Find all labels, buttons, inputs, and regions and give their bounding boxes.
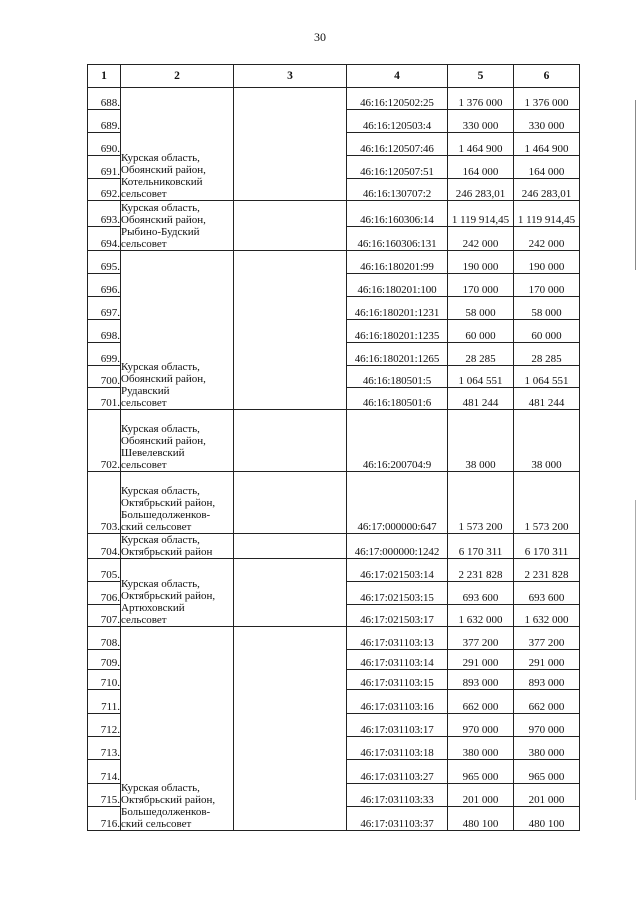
region-text-line: Рудавский [121, 385, 170, 397]
header-cell: 4 [347, 65, 448, 88]
row-number: 704. [88, 534, 121, 559]
cadastral-number: 46:16:160306:131 [347, 227, 448, 251]
column-3-cell [234, 534, 347, 559]
value-column-6: 38 000 [514, 410, 580, 472]
region-text-line: Обоянский район, [121, 435, 206, 447]
cadastral-number: 46:16:180201:99 [347, 251, 448, 274]
table-row [88, 559, 580, 582]
cadastral-number: 46:17:031103:16 [347, 690, 448, 714]
row-number: 698. [88, 320, 121, 343]
cadastral-number: 46:16:180501:5 [347, 366, 448, 388]
cadastral-number: 46:17:031103:17 [347, 714, 448, 737]
value-column-6: 190 000 [514, 251, 580, 274]
cadastral-number: 46:17:031103:27 [347, 760, 448, 784]
value-column-6: 380 000 [514, 737, 580, 760]
region-text-line: Большедолженков- [121, 806, 211, 818]
table-row [88, 201, 580, 227]
cadastral-number: 46:17:031103:13 [347, 627, 448, 650]
row-number: 693. [88, 201, 121, 227]
row-number: 690. [88, 133, 121, 156]
cadastral-number: 46:16:180201:1231 [347, 297, 448, 320]
scan-edge-line [635, 500, 636, 800]
cadastral-number: 46:16:180501:6 [347, 388, 448, 410]
column-3-cell [234, 472, 347, 534]
value-column-5: 242 000 [448, 227, 514, 251]
value-column-5: 170 000 [448, 274, 514, 297]
value-column-5: 1 064 551 [448, 366, 514, 388]
land-parcels-table [87, 64, 580, 831]
value-column-6: 164 000 [514, 156, 580, 179]
value-column-6: 58 000 [514, 297, 580, 320]
region-cell [121, 472, 234, 534]
cadastral-number: 46:17:031103:33 [347, 784, 448, 807]
value-column-5: 28 285 [448, 343, 514, 366]
cadastral-number: 46:17:000000:1242 [347, 534, 448, 559]
header-cell: 3 [234, 65, 347, 88]
value-column-6: 242 000 [514, 227, 580, 251]
column-3-cell [234, 559, 347, 627]
row-number: 706. [88, 582, 121, 605]
region-cell [121, 559, 234, 627]
region-cell [121, 201, 234, 251]
row-number: 702. [88, 410, 121, 472]
value-column-6: 170 000 [514, 274, 580, 297]
value-column-5: 481 244 [448, 388, 514, 410]
cadastral-number: 46:17:021503:17 [347, 605, 448, 627]
region-text-line: Обоянский район, [121, 214, 206, 226]
value-column-6: 60 000 [514, 320, 580, 343]
value-column-5: 246 283,01 [448, 179, 514, 201]
value-column-5: 190 000 [448, 251, 514, 274]
value-column-6: 970 000 [514, 714, 580, 737]
row-number: 694. [88, 227, 121, 251]
value-column-6: 1 064 551 [514, 366, 580, 388]
region-text-line: Курская область, [121, 202, 200, 214]
cadastral-number: 46:16:200704:9 [347, 410, 448, 472]
table-row [88, 410, 580, 472]
region-text-line: ский сельсовет [121, 521, 192, 533]
table-row [88, 88, 580, 110]
cadastral-number: 46:16:180201:100 [347, 274, 448, 297]
value-column-6: 480 100 [514, 807, 580, 831]
region-text-line: Октябрьский район, [121, 590, 216, 602]
cadastral-number: 46:16:120507:46 [347, 133, 448, 156]
value-column-5: 2 231 828 [448, 559, 514, 582]
column-3-cell [234, 201, 347, 251]
column-3-cell [234, 410, 347, 472]
value-column-5: 970 000 [448, 714, 514, 737]
header-cell: 6 [514, 65, 580, 88]
value-column-5: 58 000 [448, 297, 514, 320]
value-column-6: 1 464 900 [514, 133, 580, 156]
table-row [88, 472, 580, 534]
region-cell [121, 627, 234, 831]
row-number: 696. [88, 274, 121, 297]
row-number: 689. [88, 110, 121, 133]
value-column-5: 662 000 [448, 690, 514, 714]
value-column-5: 164 000 [448, 156, 514, 179]
region-text-line: Курская область, [121, 782, 200, 794]
region-text-line: сельсовет [121, 459, 167, 471]
value-column-6: 693 600 [514, 582, 580, 605]
value-column-6: 965 000 [514, 760, 580, 784]
region-cell [121, 410, 234, 472]
row-number: 692. [88, 179, 121, 201]
value-column-6: 28 285 [514, 343, 580, 366]
cadastral-number: 46:16:180201:1235 [347, 320, 448, 343]
column-3-cell [234, 88, 347, 201]
cadastral-number: 46:16:120502:25 [347, 88, 448, 110]
cadastral-number: 46:17:021503:14 [347, 559, 448, 582]
region-text-line: Курская область, [121, 485, 200, 497]
value-column-6: 291 000 [514, 650, 580, 670]
region-text-line: ский сельсовет [121, 818, 192, 830]
row-number: 713. [88, 737, 121, 760]
value-column-6: 662 000 [514, 690, 580, 714]
value-column-5: 965 000 [448, 760, 514, 784]
region-text-line: Курская область, [121, 423, 200, 435]
column-3-cell [234, 251, 347, 410]
row-number: 699. [88, 343, 121, 366]
region-text-line: Курская область, [121, 578, 200, 590]
row-number: 714. [88, 760, 121, 784]
header-cell: 5 [448, 65, 514, 88]
value-column-5: 6 170 311 [448, 534, 514, 559]
value-column-6: 246 283,01 [514, 179, 580, 201]
value-column-6: 1 376 000 [514, 88, 580, 110]
value-column-5: 893 000 [448, 670, 514, 690]
row-number: 695. [88, 251, 121, 274]
region-text-line: Шевелевский [121, 447, 185, 459]
cadastral-number: 46:16:160306:14 [347, 201, 448, 227]
row-number: 701. [88, 388, 121, 410]
value-column-5: 1 632 000 [448, 605, 514, 627]
table-header-row [88, 65, 580, 88]
value-column-5: 480 100 [448, 807, 514, 831]
cadastral-number: 46:17:000000:647 [347, 472, 448, 534]
value-column-5: 60 000 [448, 320, 514, 343]
value-column-5: 1 119 914,45 [448, 201, 514, 227]
row-number: 708. [88, 627, 121, 650]
region-cell [121, 88, 234, 201]
value-column-5: 1 573 200 [448, 472, 514, 534]
value-column-6: 893 000 [514, 670, 580, 690]
cadastral-number: 46:16:130707:2 [347, 179, 448, 201]
row-number: 700. [88, 366, 121, 388]
value-column-5: 38 000 [448, 410, 514, 472]
region-text-line: Большедолженков- [121, 509, 211, 521]
page-number: 30 [314, 30, 326, 44]
row-number: 712. [88, 714, 121, 737]
value-column-5: 1 376 000 [448, 88, 514, 110]
region-text-line: сельсовет [121, 188, 167, 200]
table-row [88, 251, 580, 274]
table-row [88, 534, 580, 559]
region-text-line: Октябрьский район, [121, 497, 216, 509]
region-text-line: Октябрьский район, [121, 794, 216, 806]
cadastral-number: 46:17:021503:15 [347, 582, 448, 605]
value-column-5: 377 200 [448, 627, 514, 650]
row-number: 703. [88, 472, 121, 534]
row-number: 709. [88, 650, 121, 670]
region-text-line: Курская область, [121, 152, 200, 164]
region-text-line: Котельниковский [121, 176, 203, 188]
region-cell [121, 251, 234, 410]
cadastral-number: 46:17:031103:15 [347, 670, 448, 690]
region-text-line: Курская область, [121, 361, 200, 373]
value-column-6: 6 170 311 [514, 534, 580, 559]
region-text-line: Обоянский район, [121, 373, 206, 385]
value-column-6: 377 200 [514, 627, 580, 650]
region-cell [121, 534, 234, 559]
scan-edge-line [635, 100, 636, 270]
cadastral-number: 46:16:180201:1265 [347, 343, 448, 366]
cadastral-number: 46:16:120503:4 [347, 110, 448, 133]
value-column-6: 481 244 [514, 388, 580, 410]
value-column-5: 693 600 [448, 582, 514, 605]
value-column-5: 201 000 [448, 784, 514, 807]
value-column-5: 291 000 [448, 650, 514, 670]
table-row [88, 627, 580, 650]
region-text-line: сельсовет [121, 614, 167, 626]
region-text-line: сельсовет [121, 238, 167, 250]
region-text-line: Артюховский [121, 602, 185, 614]
value-column-6: 201 000 [514, 784, 580, 807]
row-number: 697. [88, 297, 121, 320]
row-number: 705. [88, 559, 121, 582]
region-text-line: Октябрьский район [121, 546, 213, 558]
cadastral-number: 46:17:031103:37 [347, 807, 448, 831]
column-3-cell [234, 627, 347, 831]
region-text-line: Рыбино-Будский [121, 226, 200, 238]
value-column-5: 1 464 900 [448, 133, 514, 156]
cadastral-number: 46:17:031103:18 [347, 737, 448, 760]
row-number: 711. [88, 690, 121, 714]
region-text-line: Обоянский район, [121, 164, 206, 176]
cadastral-number: 46:16:120507:51 [347, 156, 448, 179]
row-number: 691. [88, 156, 121, 179]
row-number: 688. [88, 88, 121, 110]
region-text-line: Курская область, [121, 534, 200, 546]
value-column-5: 330 000 [448, 110, 514, 133]
value-column-6: 1 632 000 [514, 605, 580, 627]
row-number: 716. [88, 807, 121, 831]
header-cell: 1 [88, 65, 121, 88]
value-column-6: 1 119 914,45 [514, 201, 580, 227]
value-column-6: 330 000 [514, 110, 580, 133]
value-column-6: 2 231 828 [514, 559, 580, 582]
value-column-6: 1 573 200 [514, 472, 580, 534]
value-column-5: 380 000 [448, 737, 514, 760]
row-number: 715. [88, 784, 121, 807]
region-text-line: сельсовет [121, 397, 167, 409]
cadastral-number: 46:17:031103:14 [347, 650, 448, 670]
header-cell: 2 [121, 65, 234, 88]
row-number: 707. [88, 605, 121, 627]
row-number: 710. [88, 670, 121, 690]
